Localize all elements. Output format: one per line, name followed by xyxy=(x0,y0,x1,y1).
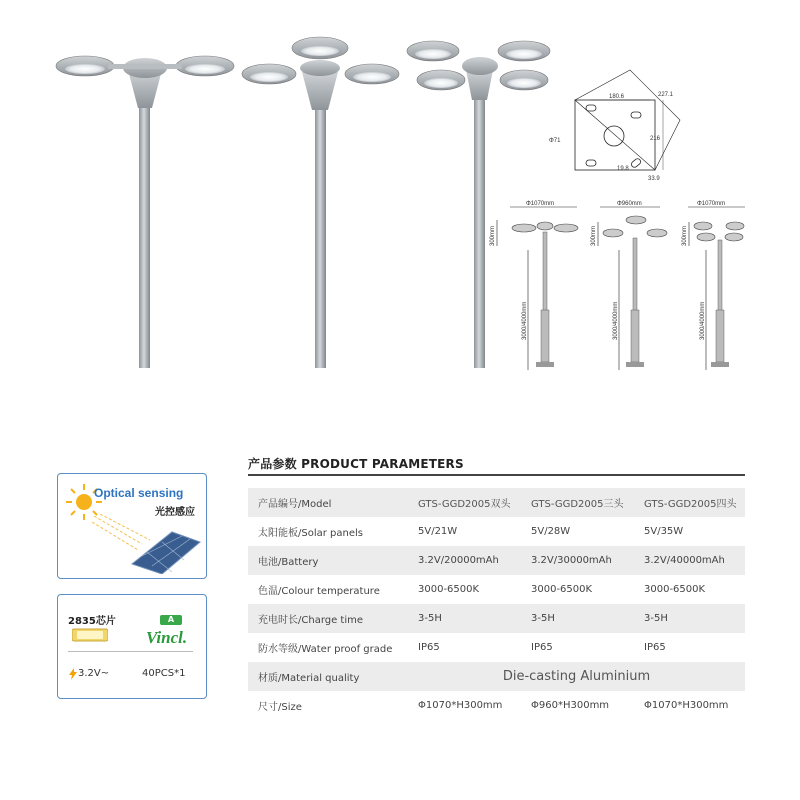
params-row xyxy=(248,633,745,662)
param-value: IP65 xyxy=(418,642,440,653)
led-chip-icon xyxy=(72,628,108,642)
plate-slot-length: 33.9 xyxy=(648,176,660,182)
variant-2-pole-height: 3000/4000mm xyxy=(613,301,619,340)
params-title: 产品参数 PRODUCT PARAMETERS xyxy=(248,457,464,471)
chip-voltage: 3.2V~ xyxy=(78,668,110,679)
variant-drawing-1 xyxy=(497,207,578,370)
check-v-icon: V xyxy=(146,628,157,647)
chip-quantity: 40PCS*1 xyxy=(142,668,186,679)
v-incl-mark xyxy=(146,628,187,648)
param-label: 充电时长/Charge time xyxy=(248,604,408,633)
optical-sensing-card xyxy=(57,473,207,579)
efficiency-badge: A xyxy=(160,615,182,625)
params-title-rule xyxy=(248,474,745,476)
params-row xyxy=(248,488,745,517)
param-value: IP65 xyxy=(531,642,553,653)
optical-sensing-subtitle: 光控感应 xyxy=(155,507,195,518)
params-row xyxy=(248,691,745,720)
plate-side: 216 xyxy=(650,136,661,142)
params-row xyxy=(248,604,745,633)
lightning-icon xyxy=(69,668,77,680)
param-value: 3-5H xyxy=(521,604,634,633)
param-label: 电池/Battery xyxy=(248,546,408,575)
param-label: 尺寸/Size xyxy=(258,702,302,713)
param-value: 3-5H xyxy=(634,604,745,633)
optical-sensing-title: Optical sensing xyxy=(94,486,184,500)
param-value: 3.2V/40000mAh xyxy=(634,546,745,575)
params-table xyxy=(248,488,745,720)
variant-3-width: Φ1070mm xyxy=(697,201,726,207)
plate-pole-bore: Φ71 xyxy=(549,138,561,144)
param-value: Φ1070*H300mm xyxy=(418,700,503,711)
param-value: 5V/35W xyxy=(644,526,684,537)
param-label: 防水等级/Water proof grade xyxy=(258,644,393,655)
variant-1-pole-height: 3000/4000mm xyxy=(522,301,528,340)
param-value: GTS-GGD2005四头 xyxy=(634,488,745,517)
params-row xyxy=(248,662,745,691)
param-value: GTS-GGD2005三头 xyxy=(521,488,634,517)
variant-1-width: Φ1070mm xyxy=(526,201,555,207)
chip-label: 2835芯片 xyxy=(68,616,116,627)
variant-drawing-2 xyxy=(598,207,667,370)
base-plate-drawing xyxy=(575,70,680,170)
param-label: 色温/Colour temperature xyxy=(258,586,380,597)
variant-3-head-height: 300mm xyxy=(682,225,688,246)
variant-2-head-height: 300mm xyxy=(591,225,597,246)
incl-text: incl. xyxy=(156,628,188,647)
param-value-span: Die-casting Aluminium xyxy=(408,662,745,691)
param-label: 太阳能板/Solar panels xyxy=(258,528,363,539)
param-label: 产品编号/Model xyxy=(248,488,408,517)
param-value: IP65 xyxy=(644,642,666,653)
led-chip-card xyxy=(57,594,207,699)
param-value: 3000-6500K xyxy=(644,584,706,595)
param-value: 5V/28W xyxy=(531,526,571,537)
plate-hole-spacing: 180.6 xyxy=(609,94,625,100)
variant-drawing-3 xyxy=(688,207,745,370)
plate-diagonal: 227.1 xyxy=(658,92,674,98)
variant-2-width: Φ960mm xyxy=(617,201,642,207)
params-row xyxy=(248,575,745,604)
plate-slot-width: 19.8 xyxy=(617,166,629,172)
param-label: 材质/Material quality xyxy=(248,662,408,691)
param-value: 3000-6500K xyxy=(418,584,480,595)
solar-panel-icon xyxy=(92,514,202,574)
param-value: Φ1070*H300mm xyxy=(644,700,729,711)
param-value: 3.2V/20000mAh xyxy=(408,546,521,575)
lamp-double-head xyxy=(56,56,234,368)
variant-3-pole-height: 3000/4000mm xyxy=(700,301,706,340)
param-value: 3-5H xyxy=(408,604,521,633)
chip-divider xyxy=(68,651,193,652)
params-row xyxy=(248,546,745,575)
params-table-body xyxy=(248,488,745,720)
param-value: 5V/21W xyxy=(418,526,458,537)
variant-1-head-height: 300mm xyxy=(490,225,496,246)
param-value: 3000-6500K xyxy=(531,584,593,595)
param-value: GTS-GGD2005双头 xyxy=(408,488,521,517)
lamp-triple-head xyxy=(242,37,399,368)
param-value: Φ960*H300mm xyxy=(531,700,610,711)
param-value: 3.2V/30000mAh xyxy=(521,546,634,575)
params-row xyxy=(248,517,745,546)
